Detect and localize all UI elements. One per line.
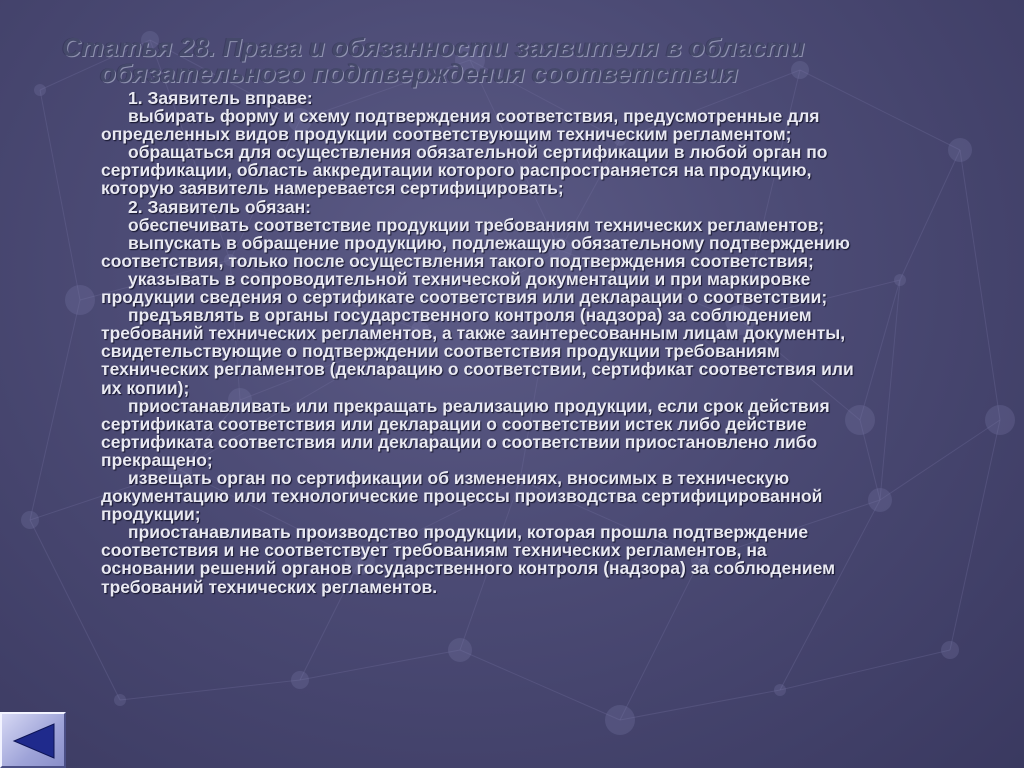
triangle-left-icon — [10, 722, 58, 760]
paragraph-line: обращаться для осуществления обязательной сертификации в любой орган по — [128, 142, 828, 163]
paragraph-line: выбирать форму и схему подтверждения соответствия, предусмотренные для — [128, 106, 820, 127]
back-button[interactable] — [0, 712, 66, 768]
slide-title-line-1: Статья 28. Права и обязанности заявителя в области — [62, 32, 805, 62]
paragraph-line: 1. Заявитель вправе: — [128, 88, 313, 108]
paragraph-line: требований технических регламентов. — [101, 576, 438, 597]
paragraph-line: которую заявитель намеревается сертифицировать; — [101, 178, 564, 199]
article-paragraph — [101, 523, 981, 595]
paragraph-line: соответствия, только после осуществления такого подтверждения соответствия; — [101, 250, 814, 271]
paragraph-line: указывать в сопроводительной технической документации и при маркировке — [128, 268, 811, 289]
slide-title-line-2: обязательного подтверждения соответствия — [100, 58, 739, 88]
paragraph-line: технических регламентов (декларацию о соответствии, сертификат соответствия или — [101, 359, 854, 380]
slide-title — [62, 34, 982, 86]
paragraph-line: сертификации, область аккредитации которого распространяется на продукцию, — [101, 160, 812, 181]
article-paragraph — [101, 270, 981, 306]
article-paragraph — [101, 306, 981, 396]
paragraph-line: требований технических регламентов, а также заинтересованным лицам документы, — [101, 323, 846, 344]
paragraph-line: 2. Заявитель обязан: — [128, 196, 311, 217]
paragraph-line: извещать орган по сертификации об изменениях, вносимых в техническую — [128, 467, 790, 488]
article-paragraph — [101, 234, 981, 270]
article-paragraph — [101, 216, 981, 234]
article-paragraph — [101, 89, 981, 107]
paragraph-line: их копии); — [101, 377, 190, 398]
paragraph-line: продукции; — [101, 504, 201, 525]
paragraph-line: определенных видов продукции соответствующим техническим регламентом; — [101, 124, 792, 145]
paragraph-line: приостанавливать производство продукции, которая прошла подтверждение — [128, 522, 809, 543]
article-paragraph — [101, 107, 981, 143]
paragraph-line: основании решений органов государственного контроля (надзора) за соблюдением — [101, 558, 836, 579]
paragraph-line: приостанавливать или прекращать реализацию продукции, если срок действия — [128, 395, 830, 416]
paragraph-line: обеспечивать соответствие продукции требованиям технических регламентов; — [128, 214, 825, 235]
article-paragraph — [101, 469, 981, 523]
paragraph-line: выпускать в обращение продукцию, подлежащую обязательному подтверждению — [128, 232, 850, 253]
paragraph-line: предъявлять в органы государственного контроля (надзора) за соблюдением — [128, 305, 812, 326]
article-text — [101, 89, 981, 596]
article-paragraph — [101, 397, 981, 469]
paragraph-line: продукции сведения о сертификате соответствия или декларации о соответствии; — [101, 287, 828, 308]
article-paragraph — [101, 143, 981, 197]
paragraph-line: свидетельствующие о подтверждении соответствия продукции требованиям — [101, 341, 780, 362]
paragraph-line: документацию или технологические процессы производства сертифицированной — [101, 486, 823, 507]
paragraph-line: сертификата соответствия или декларации о соответствии приостановлено либо — [101, 431, 818, 452]
article-paragraph — [101, 198, 981, 216]
paragraph-line: соответствия и не соответствует требованиям технических регламентов, на — [101, 540, 767, 561]
paragraph-line: прекращено; — [101, 449, 213, 470]
paragraph-line: сертификата соответствия или декларации о соответствии истек либо действие — [101, 413, 807, 434]
